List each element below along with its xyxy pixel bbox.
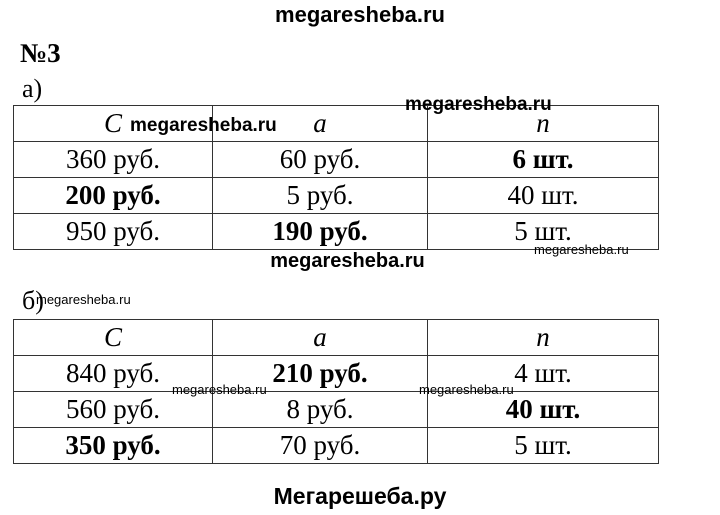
table-cell: 950 руб. [14,214,213,250]
table-cell: 8 руб. [213,392,428,428]
watermark-small: megaresheba.ru [172,382,267,397]
answer-cell: 40 шт. [428,392,659,428]
header-cost: C [14,320,213,356]
table-row [14,392,659,428]
watermark-small: megaresheba.ru [534,242,629,257]
header-price: a [213,106,428,142]
table-row [14,142,659,178]
table-header-row [14,320,659,356]
table-cell: 4 шт. [428,356,659,392]
header-quantity: n [428,320,659,356]
part-a-table [13,105,659,250]
answer-cell: 350 руб. [14,428,213,464]
header-cost: C [14,106,213,142]
table-header-row [14,106,659,142]
task-number: №3 [20,38,61,68]
table-cell: 560 руб. [14,392,213,428]
table-cell: 60 руб. [213,142,428,178]
table-cell: 40 шт. [428,178,659,214]
table-row [14,178,659,214]
table-row [14,356,659,392]
table-cell: 360 руб. [14,142,213,178]
watermark-bottom: Мегарешеба.ру [273,483,447,509]
answer-cell: 6 шт. [428,142,659,178]
header-quantity: n [428,106,659,142]
header-price: a [213,320,428,356]
watermark-small: megaresheba.ru [130,115,277,136]
table-cell: 5 шт. [428,428,659,464]
table-cell: 5 руб. [213,178,428,214]
answer-cell: 190 руб. [213,214,428,250]
table-cell: 5 шт. [428,214,659,250]
watermark-small: megaresheba.ru [405,94,552,115]
part-b-label: б) [22,286,44,315]
watermark-small: megaresheba.ru [36,292,131,307]
table-cell: 840 руб. [14,356,213,392]
answer-cell: 210 руб. [213,356,428,392]
table-cell: 70 руб. [213,428,428,464]
answer-cell: 200 руб. [14,178,213,214]
watermark-small: megaresheba.ru [419,382,514,397]
table-row [14,428,659,464]
watermark-top: megaresheba.ru [275,2,445,27]
part-b-table [13,319,659,464]
watermark-middle: megaresheba.ru [270,250,425,272]
part-a-label: а) [22,74,43,103]
